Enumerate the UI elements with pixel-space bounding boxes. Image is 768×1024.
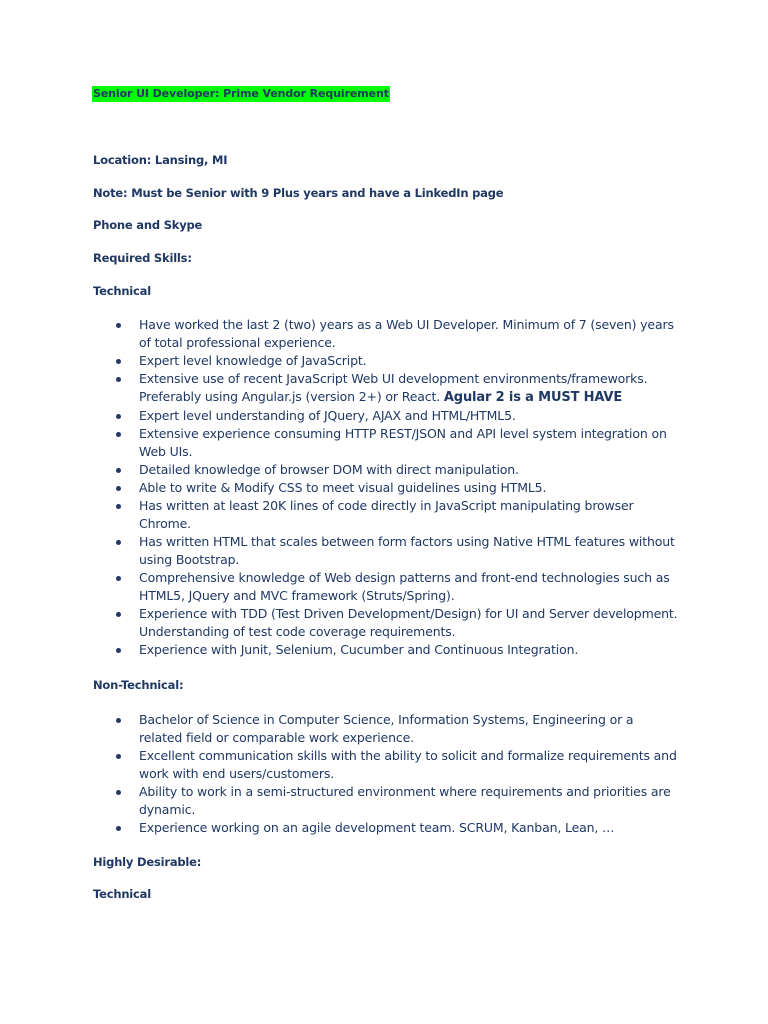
list-item: Able to write & Modify CSS to meet visual guidelines using HTML5.	[0, 479, 679, 497]
list-item: Extensive use of recent JavaScript Web UI development environments/frameworks. Preferably using Angular.js (version 2+) or React. Agular 2 is a MUST HAVE	[0, 370, 679, 407]
list-item: Has written at least 20K lines of code directly in JavaScript manipulating browser Chrome.	[0, 497, 679, 533]
bullet-icon	[116, 576, 121, 581]
list-item: Ability to work in a semi-structured environment where requirements and priorities are dynamic.	[0, 783, 679, 819]
bullet-icon	[116, 414, 121, 419]
bullet-icon	[116, 432, 121, 437]
list-item: Experience working on an agile development team. SCRUM, Kanban, Lean, …	[0, 819, 679, 837]
location-line: Location: Lansing, MI	[93, 153, 228, 167]
job-title: Senior UI Developer: Prime Vendor Requirement	[93, 87, 389, 100]
bullet-icon	[116, 377, 121, 382]
bullet-icon	[116, 486, 121, 491]
required-skills-heading: Required Skills:	[93, 251, 192, 265]
list-item: Experience with Junit, Selenium, Cucumber and Continuous Integration.	[0, 641, 679, 659]
list-item: Has written HTML that scales between form factors using Native HTML features without using Bootstrap.	[0, 533, 679, 569]
bullet-icon	[116, 754, 121, 759]
bullet-icon	[116, 648, 121, 653]
bullet-icon	[116, 323, 121, 328]
technical-heading: Technical	[93, 284, 151, 298]
bullet-icon	[116, 790, 121, 795]
list-item: Expert level knowledge of JavaScript.	[0, 352, 679, 370]
note-line: Note: Must be Senior with 9 Plus years and have a LinkedIn page	[93, 186, 504, 200]
technical-list	[0, 316, 768, 659]
bullet-icon	[116, 826, 121, 831]
contact-line: Phone and Skype	[93, 218, 203, 232]
bullet-icon	[116, 468, 121, 473]
highly-desirable-heading: Highly Desirable:	[93, 855, 202, 869]
non-technical-heading: Non-Technical:	[93, 678, 184, 692]
must-have-emphasis: Agular 2 is a MUST HAVE	[443, 390, 623, 405]
list-item: Excellent communication skills with the ability to solicit and formalize requirements and work with end users/customers.	[0, 747, 679, 783]
list-item: Bachelor of Science in Computer Science, Information Systems, Engineering or a related field or comparable work experience.	[0, 711, 679, 747]
list-item: Comprehensive knowledge of Web design patterns and front-end technologies such as HTML5, JQuery and MVC framework (Struts/Spring).	[0, 569, 679, 605]
list-item: Detailed knowledge of browser DOM with direct manipulation.	[0, 461, 679, 479]
bullet-icon	[116, 718, 121, 723]
bullet-icon	[116, 540, 121, 545]
list-item: Have worked the last 2 (two) years as a Web UI Developer. Minimum of 7 (seven) years of total professional experience.	[0, 316, 679, 352]
bullet-icon	[116, 504, 121, 509]
technical-heading-2: Technical	[93, 887, 151, 901]
bullet-icon	[116, 612, 121, 617]
non-technical-list	[0, 711, 768, 837]
list-item: Extensive experience consuming HTTP REST/JSON and API level system integration on Web UIs.	[0, 425, 679, 461]
list-item: Expert level understanding of JQuery, AJAX and HTML/HTML5.	[0, 407, 679, 425]
list-item: Experience with TDD (Test Driven Development/Design) for UI and Server development. Understanding of test code coverage requirements.	[0, 605, 679, 641]
bullet-icon	[116, 359, 121, 364]
